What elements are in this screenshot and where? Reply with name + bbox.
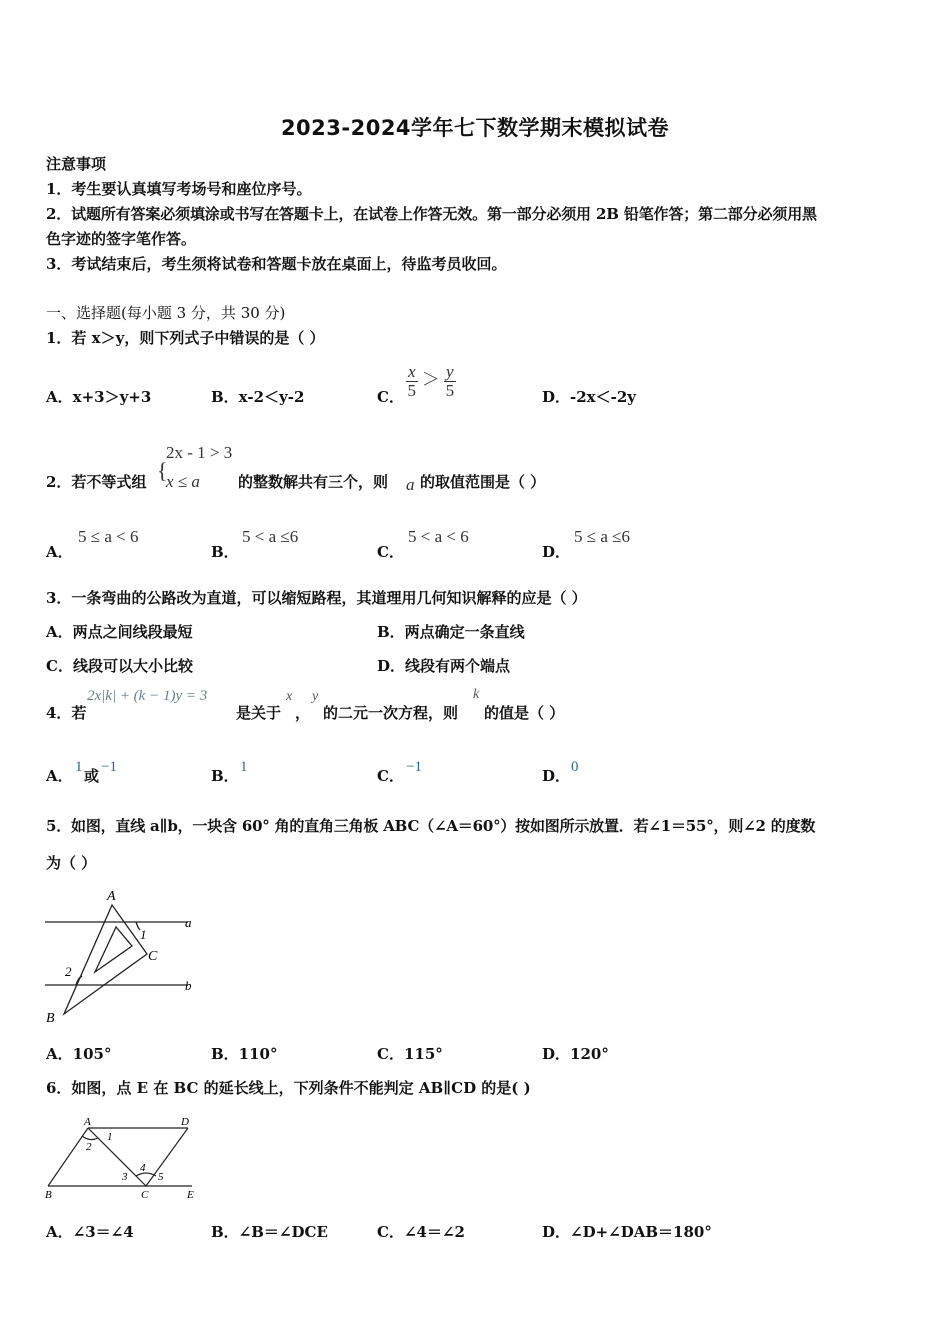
label-B: B [45,1189,52,1201]
label-1: 1 [140,927,147,942]
q3-option-c: C．线段可以大小比较 [46,657,193,675]
q3-option-a: A．两点之间线段最短 [46,623,193,641]
label-C: C [148,949,158,964]
angle-arc [82,1136,98,1140]
q4-option-c-value: −1 [406,759,422,775]
q4-option-c-label: C． [377,767,404,785]
q2-option-b-label: B． [211,543,239,561]
variable-k: k [473,687,480,702]
q4-option-a-value: 1 [75,759,83,775]
question-2-stem-post: 的取值范围是（ ） [420,473,546,491]
q6-option-b: B．∠B＝∠DCE [211,1223,328,1241]
q1-option-c-expr [406,363,456,400]
q5-option-d: D．120° [542,1045,609,1063]
q6-option-d: D．∠D+∠DAB＝180° [542,1223,712,1241]
variable-a: a [406,475,415,494]
q1-option-b: B．x-2＜y-2 [211,388,305,406]
question-4-stem-mid2: 的二元一次方程，则 [323,704,459,722]
question-4-stem-post: 的值是（ ） [484,704,565,722]
q2-option-a-label: A． [46,543,73,561]
notice-heading: 注意事项 [46,155,107,173]
q2-option-a-expr: 5 ≤ a < 6 [78,527,139,546]
fraction-denominator: 5 [445,381,455,400]
variable-y: y [312,689,319,704]
question-3-stem: 3．一条弯曲的公路改为直道，可以缩短路程，其道理用几何知识解释的应是（ ） [46,589,587,607]
notice-item: 色字迹的签字笔作答。 [46,230,197,248]
question-5-stem: 5．如图，直线 a∥b，一块含 60° 角的直角三角板 ABC（∠A＝60°）按如图所示放置．若∠1＝55°，则∠2 的度数 [46,817,816,835]
q6-figure [40,1112,210,1204]
system-line-1: 2x - 1 > 3 [166,443,233,462]
q2-option-d-label: D． [542,543,571,561]
q4-option-a-value2: −1 [101,759,117,775]
triangle-outer [64,905,147,1014]
label-B: B [46,1011,55,1026]
equation: 2x|k| + (k − 1)y = 3 [87,688,208,704]
brace: { [157,458,168,483]
q2-option-d-expr: 5 ≤ a ≤6 [574,527,630,546]
label-2: 2 [86,1141,92,1153]
label-1: 1 [107,1131,113,1143]
fraction-numerator: x [408,362,416,381]
question-2-stem: 2．若不等式组 [46,473,147,491]
q2-option-c-label: C． [377,543,404,561]
q5-option-a: A．105° [46,1045,112,1063]
q3-option-d: D．线段有两个端点 [377,657,511,675]
q1-option-d: D．-2x＜-2y [542,388,636,406]
system-line-2: x ≤ a [166,472,200,491]
q4-option-d-value: 0 [571,759,579,775]
label-D: D [181,1116,189,1128]
q6-option-a: A．∠3＝∠4 [46,1223,134,1241]
line-DC [146,1128,188,1186]
operator: ＞ [421,369,440,390]
q2-option-b-expr: 5 < a ≤6 [242,527,299,546]
q5-option-b: B．110° [211,1045,278,1063]
q1-option-a: A．x+3＞y+3 [46,388,152,406]
q4-option-a-or: 或 [84,767,100,785]
question-4-stem: 4．若 [46,704,87,722]
q4-option-b-value: 1 [240,759,248,775]
label-3: 3 [122,1171,128,1183]
question-1-stem: 1．若 x＞y，则下列式子中错误的是（ ） [46,329,325,347]
question-4-stem-mid: 是关于 [236,704,282,722]
label-2: 2 [65,964,72,979]
line-AC [88,1128,146,1186]
question-2-stem-mid: 的整数解共有三个，则 [238,473,389,491]
label-4: 4 [140,1162,146,1174]
q5-option-c: C．115° [377,1045,443,1063]
notice-item: 2．试题所有答案必须填涂或书写在答题卡上，在试卷上作答无效。第一部分必须用 2B 铅笔作答；第二部分必须用黑 [46,205,817,223]
notice-item: 1．考生要认真填写考场号和座位序号。 [46,180,312,198]
q2-option-c-expr: 5 < a < 6 [408,527,469,546]
question-6-stem: 6．如图，点 E 在 BC 的延长线上，下列条件不能判定 AB∥CD 的是( ) [46,1079,531,1097]
q6-option-c: C．∠4＝∠2 [377,1223,465,1241]
page-title: 2023-2024学年七下数学期末模拟试卷 [280,116,670,140]
label-5: 5 [158,1171,164,1183]
q5-figure [40,884,210,1026]
label-b: b [185,978,192,993]
label-E: E [187,1189,194,1201]
q3-option-b: B．两点确定一条直线 [377,623,525,641]
label-A: A [107,889,116,904]
question-5-stem-2: 为（ ） [46,854,97,872]
notice-item: 3．考试结束后，考生须将试卷和答题卡放在桌面上，待监考员收回。 [46,255,507,273]
q4-option-d-label: D． [542,767,571,785]
q4-option-b-label: B． [211,767,239,785]
fraction-numerator: y [446,362,454,381]
fraction-denominator: 5 [407,381,417,400]
label-A: A [84,1116,91,1128]
label-a: a [185,915,192,930]
section-heading: 一、选择题(每小题 3 分，共 30 分) [46,304,286,322]
variable-x: x [286,689,293,704]
triangle-inner [95,927,132,972]
q4-option-a-label: A． [46,767,73,785]
q1-option-c-label: C． [377,388,404,406]
separator: ， [295,704,311,722]
label-C: C [141,1189,149,1201]
